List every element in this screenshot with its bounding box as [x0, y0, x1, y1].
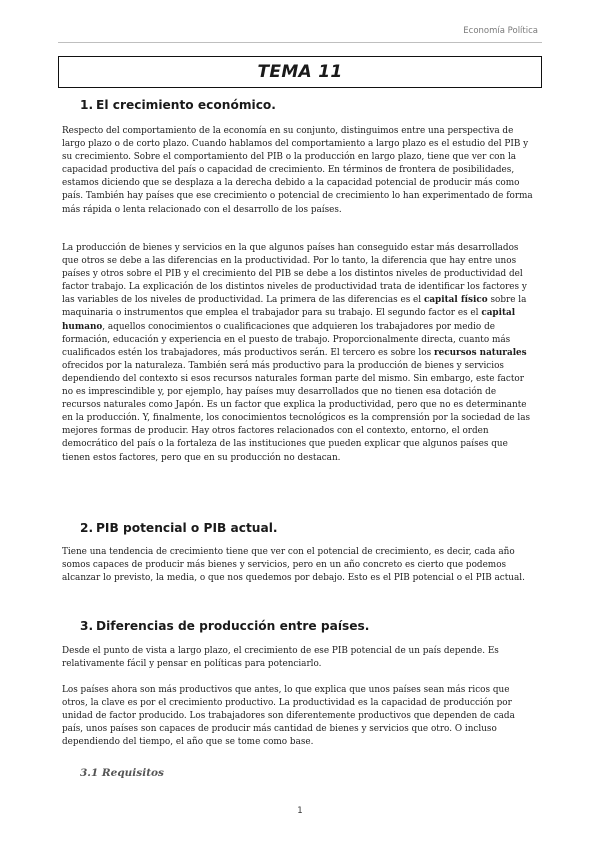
term-recursos-naturales: recursos naturales	[433, 347, 527, 358]
section-2-number: 2.	[80, 521, 94, 535]
section-3-paragraph-1: Desde el punto de vista a largo plazo, el crecimiento de ese PIB potencial de un país depende. Es relativamente fácil y pensar en políticas para potenciarlo.	[62, 646, 499, 670]
section-1-paragraph-2	[62, 242, 536, 465]
header-rule	[58, 42, 542, 43]
text-run: , aquellos conocimientos o cualificaciones que adquieren los trabajadores por medio de formación, educación y experiencia en el puesto de trabajo. Proporcionalmente directa, cuanto más cualificados estén los trabajadores, más productivos serán. El tercero es sobre los	[62, 321, 511, 358]
text-run: La producción de bienes y servicios en la que algunos países han conseguido estar más desarrollados que otros se debe a las diferencias en la productividad. Por lo tanto, la diferencia que hay entre unos países y otros sobre el PIB y el crecimiento del PIB se debe a los distintos niveles de productividad del factor trabajo. La explicación de los distintos niveles de productividad trata de identificar los factores y las variables de los niveles de productividad. La primera de las diferencias es el	[62, 243, 527, 306]
section-3-number: 3.	[80, 619, 94, 633]
section-1-heading	[80, 98, 276, 112]
section-2-heading	[80, 521, 278, 535]
text-run: sobre la maquinaria o instrumentos que emplea el trabajador para su trabajo. El segundo factor es el	[62, 295, 527, 319]
title-box	[58, 56, 542, 88]
course-header: Economía Política	[463, 26, 538, 36]
section-1-title: El crecimiento económico.	[96, 98, 276, 112]
section-2-paragraph-1: Tiene una tendencia de crecimiento tiene que ver con el potencial de crecimiento, es decir, cada año somos capaces de producir más bienes y servicios, pero en un año concreto es cierto que podemos alcanzar lo previsto, la media, o que nos quedemos por debajo. Esto es el PIB potencial o el PIB actual.	[62, 547, 525, 584]
term-capital-humano: capital humano	[62, 308, 516, 332]
text-run: ofrecidos por la naturaleza. También será más productivo para la producción de bienes y servicios dependiendo del contexto si esos recursos naturales forman parte del mismo. Sin embargo, este factor no es imprescindible y, por ejemplo, hay países muy desarrollados que no tienen esa dotación de recursos naturales como Japón. Es un factor que explica la productividad, pero que no es determinante en la producción. Y, finalmente, los conocimientos tecnológicos es la comprensión por la sociedad de las mejores formas de producir. Hay otros factores relacionados con el contexto, entorno, el orden democrático del país o la fortaleza de las instituciones que pueden explicar que algunos países que tienen estos factores, pero que en su producción no destacan.	[62, 360, 531, 463]
section-3-heading	[80, 619, 369, 633]
subsection-3-1-heading: 3.1 Requisitos	[80, 767, 164, 779]
section-1-paragraph-1: Respecto del comportamiento de la economía en su conjunto, distinguimos entre una perspectiva de largo plazo o de corto plazo. Cuando hablamos del comportamiento a largo plazo es el estudio del PIB y su crecimiento. Sobre el comportamiento del PIB o la producción en largo plazo, tiene que ver con la capacidad productiva del país o capacidad de crecimiento. En términos de frontera de posibilidades, estamos diciendo que se desplaza a la derecha debido a la capacidad potencial de producir más como país. También hay países que ese crecimiento o potencial de crecimiento lo han experimentado de forma más rápida o lenta relacionado con el desarrollo de los países.	[62, 126, 533, 215]
section-3-paragraph-2: Los países ahora son más productivos que antes, lo que explica que unos países sean más ricos que otros, la clave es por el crecimiento productivo. La productividad es la capacidad de producción por unidad de factor producido. Los trabajadores son diferentemente productivos que dependen de cada país, unos países son capaces de producir más cantidad de bienes y servicios que otro. O incluso dependiendo del tiempo, el año que se tome como base.	[62, 685, 515, 748]
section-1-number: 1.	[80, 98, 94, 112]
page-title: TEMA 11	[257, 62, 343, 82]
page-number: 1	[297, 806, 303, 816]
section-2-title: PIB potencial o PIB actual.	[96, 521, 278, 535]
term-capital-fisico: capital físico	[423, 295, 488, 306]
section-3-title: Diferencias de producción entre países.	[96, 619, 370, 633]
